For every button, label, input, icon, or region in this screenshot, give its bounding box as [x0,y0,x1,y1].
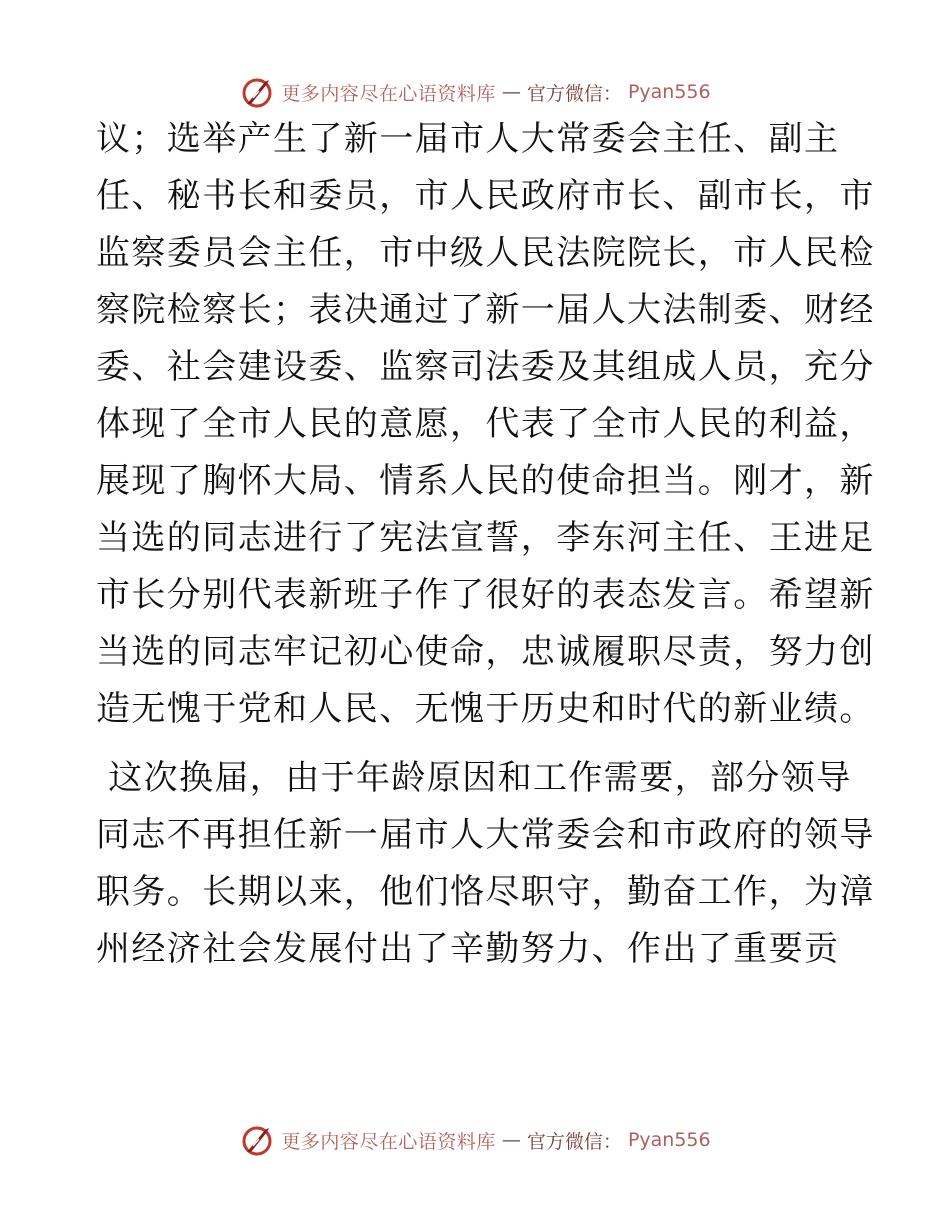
quill-logo-icon [239,74,275,110]
watermark-dash: — [501,1129,521,1151]
text-line: 当选的同志进行了宪法宣誓，李东河主任、王进足 [96,518,875,558]
text-line: 造无愧于党和人民、无愧于历史和时代的新业绩。 [96,689,875,729]
text-line: 当选的同志牢记初心使命，忠诚履职尽责，努力创 [96,632,875,672]
footer-watermark [0,1120,950,1160]
text-line: 监察委员会主任，市中级人民法院院长，市人民检 [96,233,875,273]
text-line: 市长分别代表新班子作了很好的表态发言。希望新 [96,575,875,615]
text-line: 体现了全市人民的意愿，代表了全市人民的利益， [96,404,875,444]
watermark-wechat-id: Pyan556 [627,1129,711,1151]
text-line: 委、社会建设委、监察司法委及其组成人员，充分 [96,347,875,387]
text-line: 这次换届，由于年龄原因和工作需要，部分领导 [96,758,852,798]
watermark-text: 更多内容尽在心语资料库 [281,82,496,105]
text-line: 同志不再担任新一届市人大常委会和市政府的领导 [96,815,875,855]
watermark-dash: — [501,81,521,103]
text-line: 州经济社会发展付出了辛勤努力、作出了重要贡 [96,929,840,969]
watermark-text: 更多内容尽在心语资料库 [281,1130,496,1153]
watermark-official-label: 官方微信： [526,1130,622,1153]
text-line: 议；选举产生了新一届市人大常委会主任、副主 [96,119,840,159]
watermark-official-label: 官方微信： [526,82,622,105]
watermark-wechat-id: Pyan556 [627,81,711,103]
header-watermark [0,72,950,112]
text-line: 展现了胸怀大局、情系人民的使命担当。刚才，新 [96,461,875,501]
paragraph-2 [96,758,875,987]
text-line: 任、秘书长和委员，市人民政府市长、副市长，市 [96,176,875,216]
document-body [96,119,875,987]
text-line: 职务。长期以来，他们恪尽职守，勤奋工作，为漳 [96,872,875,912]
quill-logo-icon [239,1122,275,1158]
text-line: 察院检察长；表决通过了新一届人大法制委、财经 [96,290,875,330]
paragraph-1 [96,119,875,747]
